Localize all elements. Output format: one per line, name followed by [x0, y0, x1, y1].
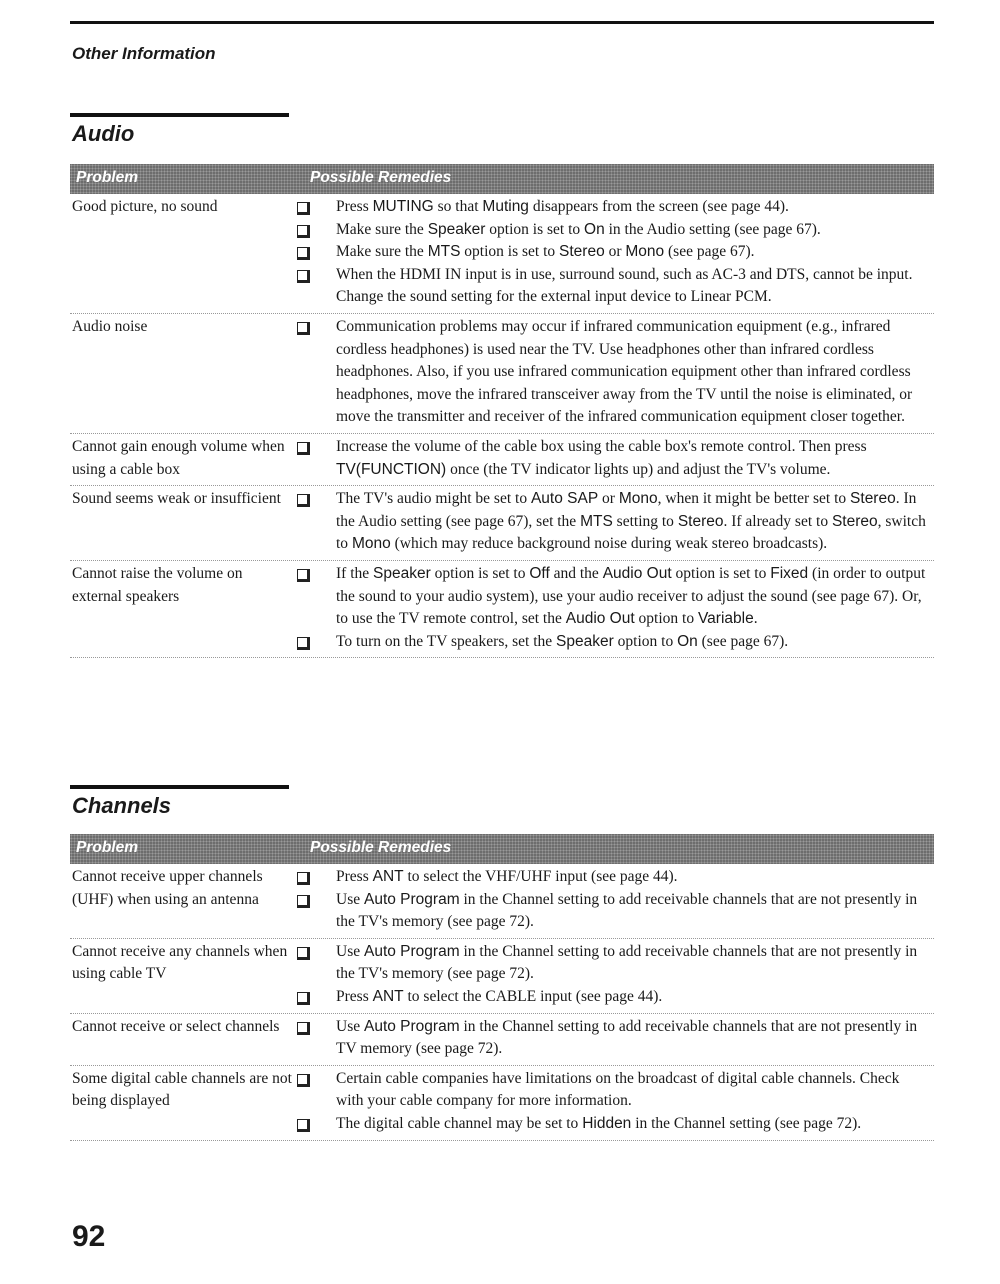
remedy-text: Press ANT to select the CABLE input (see page 44).: [336, 987, 663, 1005]
ui-term: Auto Program: [363, 890, 460, 908]
table-row: [70, 1066, 934, 1141]
audio-table: [70, 194, 934, 658]
checkbox-icon: [296, 986, 336, 1009]
remedy-item: [296, 563, 934, 631]
ui-term: Mono: [618, 490, 658, 508]
checkbox-icon: [296, 241, 336, 264]
remedy-text: Certain cable companies have limitations on the broadcast of digital cable channels. Check with your cable company for more information.: [336, 1069, 900, 1110]
remedy-item: [296, 196, 934, 219]
problem-column-header: Problem: [76, 839, 139, 856]
remedies-list: [296, 1068, 934, 1136]
remedies-list: [296, 196, 934, 309]
ui-term: Speaker: [373, 564, 431, 582]
ui-term: ANT: [372, 868, 404, 885]
remedy-item: [296, 1068, 934, 1113]
checkbox-icon: [296, 1113, 336, 1136]
remedy-text: To turn on the TV speakers, set the Speaker option to On (see page 67).: [336, 632, 789, 650]
checkbox-icon: [296, 264, 336, 309]
table-row: [70, 939, 934, 1014]
ui-term: Stereo: [831, 512, 878, 530]
problem-text: Good picture, no sound: [72, 198, 218, 215]
checkbox-icon: [296, 941, 336, 986]
ui-term: Auto SAP: [530, 490, 599, 508]
ui-term: Auto Program: [363, 942, 460, 960]
problem-text: Cannot raise the volume on external speakers: [72, 564, 243, 605]
ui-term: Fixed: [770, 564, 809, 582]
ui-term: On: [584, 220, 605, 238]
checkbox-icon: [296, 219, 336, 242]
top-rule: [70, 21, 934, 24]
remedies-list: [296, 436, 934, 481]
remedy-item: [296, 941, 934, 986]
ui-term: Audio Out: [565, 610, 635, 628]
problem-text: Cannot receive upper channels (UHF) when using an antenna: [72, 868, 263, 908]
problem-text: Sound seems weak or insufficient: [72, 490, 281, 508]
table-row: [70, 314, 934, 434]
problem-column-header: Problem: [76, 169, 139, 186]
remedy-item: [296, 631, 934, 654]
channels-table: [70, 864, 934, 1141]
ui-term: Audio Out: [602, 564, 672, 582]
checkbox-icon: [296, 866, 336, 889]
remedies-list: [296, 563, 934, 653]
checkbox-icon: [296, 196, 336, 219]
remedy-item: [296, 219, 934, 242]
ui-term: MUTING: [372, 198, 434, 215]
remedy-text: The digital cable channel may be set to Hidden in the Channel setting (see page 72).: [336, 1114, 862, 1132]
ui-term: Speaker: [427, 220, 486, 238]
remedies-list: [296, 316, 934, 429]
remedy-item: [296, 316, 934, 429]
problem-text: Cannot receive or select channels: [72, 1017, 280, 1035]
remedy-text: The TV's audio might be set to Auto SAP or Mono, when it might be better set to Stereo. In the Audio setting (see page 67), set the MTS setting to Stereo. If already set to Stereo, switch to Mono (which may reduce background noise during weak stereo broadcasts).: [336, 490, 926, 553]
checkbox-icon: [296, 889, 336, 934]
ui-term: Variable: [697, 610, 754, 628]
checkbox-icon: [296, 316, 336, 429]
running-head: Other Information: [72, 44, 216, 63]
remedy-text: Use Auto Program in the Channel setting to add receivable channels that are not presently in the TV's memory (see page 72).: [336, 942, 918, 983]
remedies-column-header: Possible Remedies: [310, 839, 452, 856]
remedy-text: Communication problems may occur if infrared communication equipment (e.g., infrared cordless headphones) is used near the TV. Use headphones other than infrared cordless headphones. Also, if you use infrared communication equipment other than infrared cordless headphones, move the infrared transceiver away from the TV until the noise is eliminated, or move the transmitter and receiver of the infrared communication equipment closer together.: [336, 317, 913, 426]
table-row: [70, 434, 934, 486]
remedy-text: Press ANT to select the VHF/UHF input (see page 44).: [336, 868, 678, 885]
channels-table-header: [70, 834, 934, 864]
remedy-item: [296, 986, 934, 1009]
checkbox-icon: [296, 563, 336, 631]
problem-text: Audio noise: [72, 317, 148, 335]
ui-term: MTS: [580, 512, 613, 530]
ui-term: ANT: [372, 987, 404, 1005]
problem-text: Cannot receive any channels when using cable TV: [72, 942, 288, 983]
remedy-item: [296, 866, 934, 889]
remedy-item: [296, 264, 934, 309]
ui-term: Speaker: [556, 632, 614, 650]
page-number: 92: [72, 1220, 106, 1253]
channels-section-title: Channels: [72, 793, 172, 818]
ui-term: Mono: [625, 243, 665, 261]
ui-term: Muting: [482, 198, 529, 215]
checkbox-icon: [296, 1068, 336, 1113]
checkbox-icon: [296, 631, 336, 654]
remedy-item: [296, 889, 934, 934]
remedies-list: [296, 866, 934, 934]
remedies-list: [296, 1016, 934, 1061]
remedy-item: [296, 1113, 934, 1136]
remedy-text: Use Auto Program in the Channel setting to add receivable channels that are not presently in TV memory (see page 72).: [336, 1017, 918, 1058]
ui-term: Mono: [351, 535, 391, 553]
remedy-text: Increase the volume of the cable box using the cable box's remote control. Then press TV(FUNCTION) once (the TV indicator lights up) and adjust the TV's volume.: [336, 437, 867, 478]
remedy-item: [296, 488, 934, 556]
remedy-text: If the Speaker option is set to Off and the Audio Out option is set to Fixed (in order to output the sound to your audio system), use your audio receiver to adjust the sound (see page 67). Or, to use the TV remote control, set the Audio Out option to Variable.: [336, 564, 926, 628]
checkbox-icon: [296, 488, 336, 556]
ui-term: Stereo: [677, 512, 724, 530]
remedies-list: [296, 941, 934, 1009]
table-row: [70, 194, 934, 314]
audio-section-rule: [70, 113, 289, 117]
ui-term: Hidden: [582, 1114, 632, 1132]
ui-term: MTS: [427, 243, 461, 261]
ui-term: TV(FUNCTION): [336, 460, 447, 478]
audio-table-header: [70, 164, 934, 194]
checkbox-icon: [296, 436, 336, 481]
ui-term: Stereo: [850, 490, 896, 508]
table-row: [70, 1014, 934, 1066]
remedy-text: When the HDMI IN input is in use, surround sound, such as AC-3 and DTS, cannot be input. Change the sound setting for the external input device to Linear PCM.: [336, 265, 913, 306]
remedy-item: [296, 241, 934, 264]
table-row: [70, 561, 934, 658]
problem-text: Some digital cable channels are not being displayed: [72, 1069, 292, 1110]
ui-term: Off: [529, 564, 550, 582]
checkbox-icon: [296, 1016, 336, 1061]
remedy-text: Press MUTING so that Muting disappears from the screen (see page 44).: [336, 198, 789, 215]
remedy-text: Make sure the Speaker option is set to On in the Audio setting (see page 67).: [336, 220, 821, 238]
remedy-item: [296, 1016, 934, 1061]
remedy-item: [296, 436, 934, 481]
table-row: [70, 486, 934, 561]
remedy-text: Make sure the MTS option is set to Stereo or Mono (see page 67).: [336, 243, 755, 261]
ui-term: Auto Program: [363, 1017, 460, 1035]
ui-term: On: [677, 632, 698, 650]
problem-text: Cannot gain enough volume when using a cable box: [72, 437, 285, 478]
channels-section-rule: [70, 785, 289, 789]
audio-section-title: Audio: [72, 121, 135, 146]
remedies-column-header: Possible Remedies: [310, 169, 452, 186]
table-row: [70, 864, 934, 939]
remedies-list: [296, 488, 934, 556]
ui-term: Stereo: [559, 243, 605, 261]
remedy-text: Use Auto Program in the Channel setting to add receivable channels that are not presently in the TV's memory (see page 72).: [336, 890, 918, 931]
